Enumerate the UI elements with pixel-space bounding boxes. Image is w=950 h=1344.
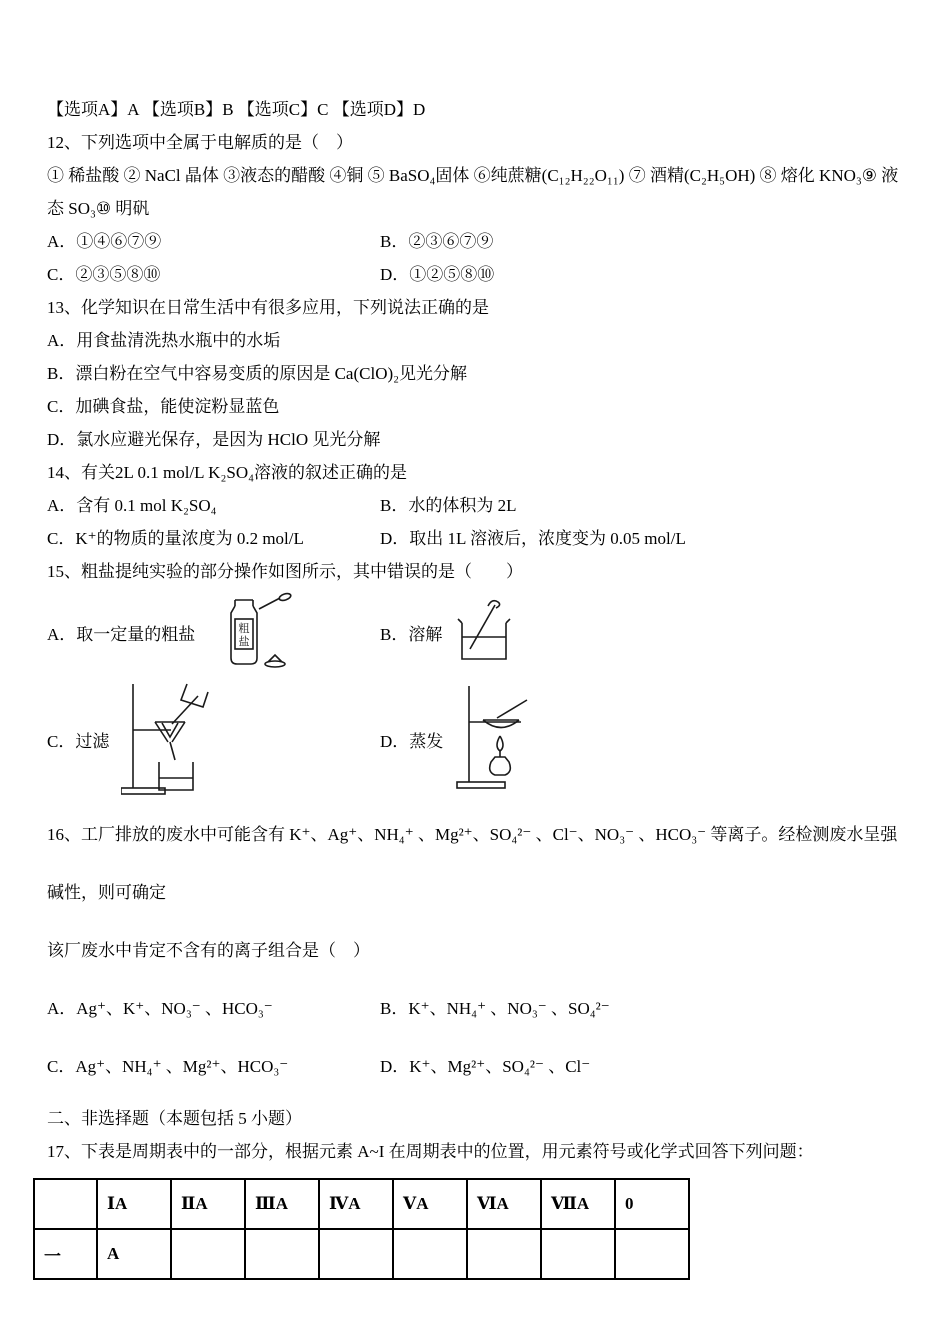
option-d: D．①②⑤⑧⑩ <box>380 265 495 284</box>
table-cell <box>245 1229 319 1279</box>
option-c: C．K⁺的物质的量浓度为 0.2 mol/L <box>47 529 304 548</box>
alcohol-lamp <box>490 757 511 775</box>
figure-c <box>47 678 380 800</box>
option-a: A．Ag⁺、K⁺、NO₃⁻ 、HCO₃⁻ <box>47 999 273 1018</box>
funnel <box>155 722 185 760</box>
table-cell: ⅠA <box>97 1179 171 1229</box>
question-16-stem-line-2: 该厂废水中肯定不含有的离子组合是（ ） <box>47 941 370 960</box>
question-13 <box>47 291 905 456</box>
question-14-options-row-1 <box>47 489 905 522</box>
question-15-stem: 15、粗盐提纯实验的部分操作如图所示，其中错误的是（ ） <box>47 562 523 581</box>
option-c: C．②③⑤⑧⑩ <box>47 265 161 284</box>
evaporating-dish <box>483 720 519 728</box>
table-cell: 0 <box>615 1179 689 1229</box>
question-17-stem: 17、下表是周期表中的一部分，根据元素 A~I 在周期表中的位置，用元素符号或化学式回答下列问题： <box>47 1142 814 1161</box>
option-a: A．取一定量的粗盐 <box>47 624 196 644</box>
option-c: C．Ag⁺、NH₄⁺ 、Mg²⁺、HCO₃⁻ <box>47 1057 289 1076</box>
question-16 <box>47 806 905 1096</box>
question-16-options-row-1 <box>47 980 905 1038</box>
option-c: C．加碘食盐，能使淀粉显蓝色 <box>47 397 280 416</box>
question-17 <box>44 1135 905 1280</box>
table-cell <box>393 1229 467 1279</box>
figure-b <box>380 597 905 667</box>
table-cell: A <box>97 1229 171 1279</box>
figure-d <box>380 678 905 800</box>
question-15 <box>47 555 905 800</box>
table-row <box>34 1229 689 1279</box>
table-header-row <box>34 1179 689 1229</box>
receiving-beaker <box>159 762 193 790</box>
question-12-items: ① 稀盐酸 ② NaCl 晶体 ③液态的醋酸 ④铜 ⑤ BaSO₄固体 ⑥纯蔗糖(C₁₂H₂₂O₁₁) ⑦ 酒精(C₂H₅OH) ⑧ 熔化 KNO₃⑨ 液态 SO₃⑩ 明矾 <box>47 166 899 218</box>
figure-a <box>47 592 380 672</box>
option-c: C．过滤 <box>47 731 110 751</box>
spoon-bowl <box>279 592 292 601</box>
table-cell: ⅦA <box>541 1179 615 1229</box>
table-cell <box>467 1229 541 1279</box>
flame <box>497 736 503 751</box>
bottle-label-text-bottom: 盐 <box>238 636 250 648</box>
glass-rod <box>497 700 527 718</box>
question-14-stem: 14、有关2L 0.1 mol/L K₂SO₄溶液的叙述正确的是 <box>47 463 408 482</box>
table-cell <box>541 1229 615 1279</box>
table-cell: ⅢA <box>245 1179 319 1229</box>
stirring-rod <box>470 605 495 649</box>
option-a: A．含有 0.1 mol K₂SO₄ <box>47 496 217 515</box>
question-13-stem: 13、化学知识在日常生活中有很多应用，下列说法正确的是 <box>47 298 489 317</box>
evaporation-illustration <box>455 678 540 800</box>
question-14-options-row-2 <box>47 522 905 555</box>
question-12-options-row-2 <box>47 258 905 291</box>
option-b: B．水的体积为 2L <box>380 496 517 515</box>
filtration-illustration <box>121 678 221 800</box>
option-a: A．用食盐清洗热水瓶中的水垢 <box>47 331 281 350</box>
question-16-options-row-2 <box>47 1038 905 1096</box>
answer-options-line: 【选项A】A 【选项B】B 【选项C】C 【选项D】D <box>47 100 426 119</box>
option-d: D．取出 1L 溶液后，浓度变为 0.05 mol/L <box>380 529 686 548</box>
question-12 <box>47 126 905 291</box>
option-b: B．②③⑥⑦⑨ <box>380 232 494 251</box>
spoon-handle <box>259 598 280 609</box>
table-cell: 一 <box>34 1229 97 1279</box>
guiding-rod <box>172 696 198 724</box>
pouring-beaker <box>181 684 208 707</box>
table-cell <box>171 1229 245 1279</box>
option-d: D．氯水应避光保存，是因为 HClO 见光分解 <box>47 430 381 449</box>
salt-bottle-illustration <box>207 592 302 672</box>
option-a: A．①④⑥⑦⑨ <box>47 232 162 251</box>
question-15-figures-row-2 <box>47 678 905 800</box>
table-cell: ⅤA <box>393 1179 467 1229</box>
question-12-stem: 12、下列选项中全属于电解质的是（ ） <box>47 133 353 152</box>
dissolve-beaker-illustration <box>454 597 516 667</box>
table-cell: ⅡA <box>171 1179 245 1229</box>
table-cell: ⅥA <box>467 1179 541 1229</box>
question-12-options-row-1 <box>47 225 905 258</box>
table-cell <box>319 1229 393 1279</box>
option-d: D．K⁺、Mg²⁺、SO₄²⁻ 、Cl⁻ <box>380 1057 591 1076</box>
table-cell <box>34 1179 97 1229</box>
option-b: B．溶解 <box>380 624 443 644</box>
option-b: B．K⁺、NH₄⁺ 、NO₃⁻ 、SO₄²⁻ <box>380 999 610 1018</box>
bottle-label-text-top: 粗 <box>238 623 250 635</box>
table-cell <box>615 1229 689 1279</box>
question-14 <box>47 456 905 555</box>
stand-base <box>457 782 505 788</box>
question-16-stem-line-1: 16、工厂排放的废水中可能含有 K⁺、Ag⁺、NH₄⁺ 、Mg²⁺、SO₄²⁻ 、Cl⁻、NO₃⁻ 、HCO₃⁻ 等离子。经检测废水呈强碱性，则可确定 <box>47 825 898 902</box>
section-2-title: 二、非选择题（本题包括 5 小题） <box>47 1109 302 1128</box>
option-d: D．蒸发 <box>380 731 444 751</box>
question-15-figures-row-1 <box>47 592 905 672</box>
bottle-mouth <box>235 600 253 606</box>
option-b: B．漂白粉在空气中容易变质的原因是 Ca(ClO)₂见光分解 <box>47 364 468 383</box>
table-cell: ⅣA <box>319 1179 393 1229</box>
periodic-table-fragment <box>33 1178 690 1280</box>
